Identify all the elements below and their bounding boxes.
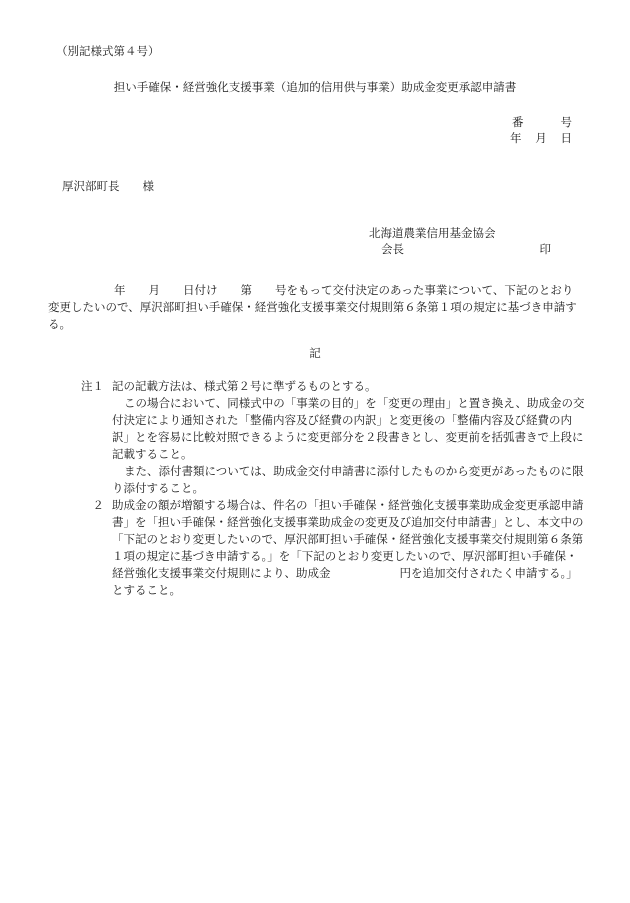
month-label: 月	[535, 131, 547, 145]
note-2-text: 助成金の額が増額する場合は、件名の「担い手確保・経営強化支援事業助成金変更承認申請書」を「担い手確保・経営強化支援事業助成金の変更及び追加交付申請書」とし、本文中の「下記のとおり変更したいので、厚沢部町担い手確保・経営強化支援事業交付規則第６条第１項の規定に基づき申請する。」を「下記のとおり変更したいので、厚沢部町担い手確保・経営強化支援事業交付規則により、助成金 円を追加交付されたく申請する。」とすること。	[112, 498, 584, 597]
addressee: 厚沢部町長 様	[62, 179, 154, 193]
date-line	[510, 130, 572, 146]
sender-role-line	[369, 241, 551, 257]
body-text: 年 月 日付け 第 号をもって交付決定のあった事業について、下記のとおり変更したいので、厚沢部町担い手確保・経営強化支援事業交付規則第６条第１項の規定に基づき申請する。	[48, 283, 577, 331]
note-1	[66, 378, 586, 497]
number-date-block	[510, 114, 572, 146]
note-1-mark: 注１	[81, 379, 104, 393]
sender-block	[369, 225, 551, 257]
number-suffix: 号	[560, 115, 572, 129]
number-line	[510, 114, 572, 130]
note-1-paragraph-3: また、添付書類については、助成金交付申請書に添付したものから変更があったものに限り添付すること。	[112, 464, 584, 495]
year-label: 年	[510, 131, 522, 145]
seal-mark: 印	[539, 242, 551, 256]
note-2-mark: ２	[92, 498, 104, 512]
form-label: （別記様式第４号）	[56, 44, 160, 58]
note-1-paragraph-2: この場合において、同様式中の「事業の目的」を「変更の理由」と置き換え、助成金の交付決定により通知された「整備内容及び経費の内訳」と変更後の「整備内容及び経費の内訳」とを容易に比較対照できるように変更部分を２段書きとし、変更前を括弧書きで上段に記載すること。	[112, 396, 585, 461]
note-2	[66, 497, 586, 599]
notes-section	[66, 378, 586, 599]
body-paragraph	[48, 282, 584, 333]
number-label: 番	[512, 115, 524, 129]
day-label: 日	[560, 131, 572, 145]
note-1-text: 記の記載方法は、様式第２号に準ずるものとする。	[112, 379, 377, 393]
sender-org: 北海道農業信用基金協会	[369, 226, 496, 240]
sender-role: 会長	[381, 242, 404, 256]
ki-heading: 記	[309, 346, 321, 360]
document-title: 担い手確保・経営強化支援事業（追加的信用供与事業）助成金変更承認申請書	[113, 80, 517, 94]
